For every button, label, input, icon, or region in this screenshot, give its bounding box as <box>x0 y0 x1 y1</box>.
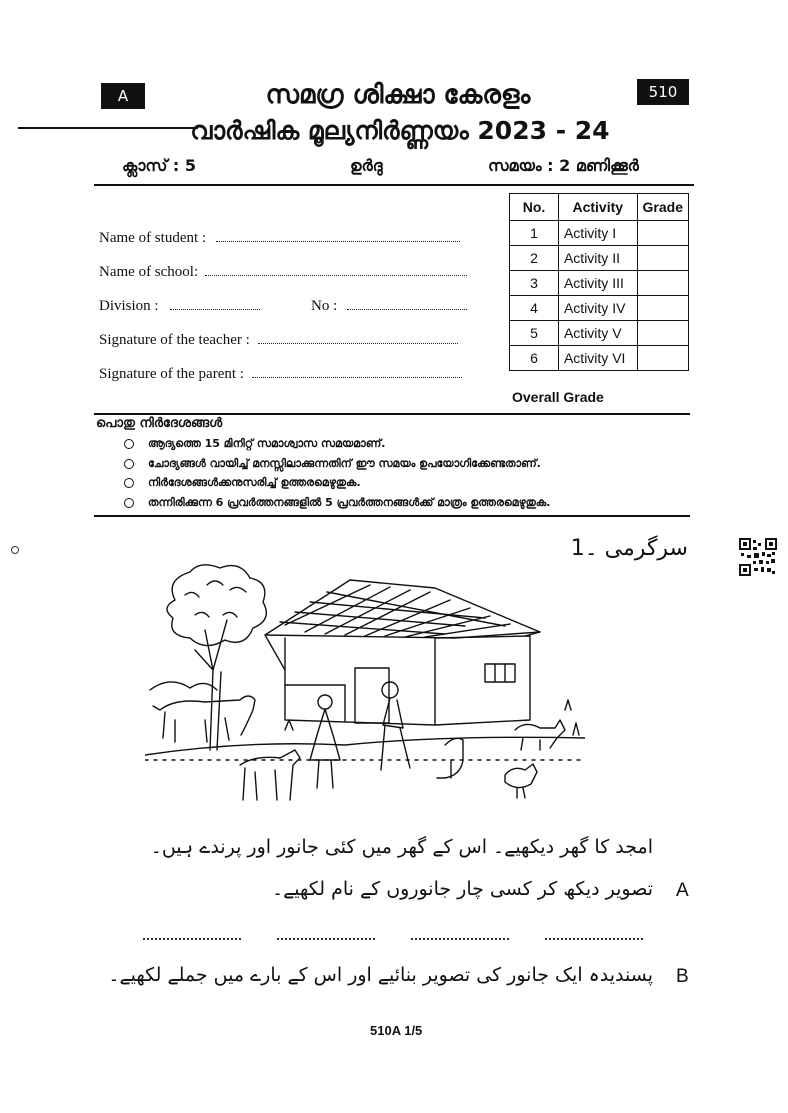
answer-line-3 <box>411 936 509 940</box>
row-activity: Activity IV <box>558 296 637 321</box>
school-name-blank <box>205 263 467 276</box>
table-row <box>510 321 689 346</box>
row-no: 3 <box>510 271 559 296</box>
row-activity: Activity VI <box>558 346 637 371</box>
roll-no-label: No : <box>311 298 338 314</box>
division-field <box>99 297 260 315</box>
table-row <box>510 346 689 371</box>
house-with-animals-illustration <box>145 560 585 810</box>
class-label: ക്ലാസ് : 5 <box>122 156 196 175</box>
subject-label: ഉർദു <box>350 156 383 175</box>
instruction-text: ആദ്യത്തെ 15 മിനിറ്റ് സമാശ്വാസ സമയമാണ്. <box>148 437 386 450</box>
activity-heading: سرگرمی ۔1 <box>570 536 688 561</box>
table-row <box>510 271 689 296</box>
exam-subtitle: വാർഷിക മൂല്യനിർണ്ണയം 2023 - 24 <box>190 116 610 145</box>
row-no: 4 <box>510 296 559 321</box>
paper-set-badge: A <box>101 83 145 109</box>
header-divider <box>94 184 694 186</box>
question-a-text: تصویر دیکھ کر کسی چار جانوروں کے نام لکھیے۔ <box>272 878 653 900</box>
instruction-text: ചോദ്യങ്ങൾ വായിച്ച് മനസ്സിലാക്കുന്നതിന് ഈ സമയം ഉപയോഗിക്കേണ്ടതാണ്. <box>148 457 541 470</box>
bullet-icon <box>124 439 134 449</box>
margin-dot-icon <box>11 546 19 554</box>
instructions-top-divider <box>94 413 690 415</box>
instruction-text: തന്നിരിക്കുന്ന 6 പ്രവർത്തനങ്ങളിൽ 5 പ്രവർത്തനങ്ങൾക്ക് മാത്രം ഉത്തരമെഴുതുക. <box>148 496 551 509</box>
bullet-icon <box>124 459 134 469</box>
title-underline <box>18 127 198 129</box>
grade-header-activity: Activity <box>558 194 637 221</box>
row-grade-cell <box>637 296 688 321</box>
parent-signature-label: Signature of the parent : <box>99 366 244 382</box>
grade-table-header <box>510 194 689 221</box>
student-name-field <box>99 229 460 247</box>
time-label: സമയം : 2 മണിക്കൂർ <box>488 156 639 175</box>
row-grade-cell <box>637 346 688 371</box>
instruction-item <box>124 476 361 490</box>
row-activity: Activity II <box>558 246 637 271</box>
instructions-bottom-divider <box>94 515 690 517</box>
row-grade-cell <box>637 246 688 271</box>
grade-table <box>509 193 689 371</box>
parent-signature-field <box>99 365 462 383</box>
division-blank <box>170 297 260 310</box>
grade-header-grade: Grade <box>637 194 688 221</box>
question-a-label: A <box>676 880 689 901</box>
school-name-field <box>99 263 467 281</box>
roll-no-blank <box>347 297 467 310</box>
division-label: Division : <box>99 298 159 314</box>
student-name-blank <box>216 229 460 242</box>
row-no: 6 <box>510 346 559 371</box>
instructions-heading: പൊതു നിർദേശങ്ങൾ <box>96 416 223 431</box>
answer-line-4 <box>545 936 643 940</box>
row-no: 5 <box>510 321 559 346</box>
question-b-label: B <box>676 966 689 987</box>
student-name-label: Name of student : <box>99 230 207 246</box>
teacher-signature-label: Signature of the teacher : <box>99 332 250 348</box>
row-grade-cell <box>637 221 688 246</box>
row-activity: Activity I <box>558 221 637 246</box>
instruction-item <box>124 457 541 471</box>
grade-header-no: No. <box>510 194 559 221</box>
table-row <box>510 246 689 271</box>
bullet-icon <box>124 478 134 488</box>
page-title: സമഗ്ര ശിക്ഷാ കേരളം <box>265 80 531 110</box>
qr-code-icon <box>739 538 777 576</box>
bullet-icon <box>124 498 134 508</box>
instruction-text: നിർദേശങ്ങൾക്കനുസരിച്ച് ഉത്തരമെഴുതുക. <box>148 476 361 489</box>
overall-grade-label: Overall Grade <box>512 389 604 405</box>
row-activity: Activity III <box>558 271 637 296</box>
row-no: 2 <box>510 246 559 271</box>
question-b-text: پسندیدہ ایک جانور کی تصویر بنائیے اور اس کے بارے میں جملے لکھیے۔ <box>108 964 653 986</box>
row-no: 1 <box>510 221 559 246</box>
page-number: 510A 1/5 <box>370 1023 423 1038</box>
table-row <box>510 296 689 321</box>
answer-line-2 <box>277 936 375 940</box>
row-grade-cell <box>637 321 688 346</box>
instruction-item <box>124 437 385 451</box>
parent-signature-blank <box>252 365 462 378</box>
school-name-label: Name of school: <box>99 264 199 280</box>
activity-intro: امجد کا گھر دیکھیے۔ اس کے گھر میں کئی جانور اور پرندے ہیں۔ <box>150 836 653 858</box>
roll-no-field <box>311 297 467 315</box>
teacher-signature-blank <box>258 331 458 344</box>
answer-line-1 <box>143 936 241 940</box>
row-activity: Activity V <box>558 321 637 346</box>
instruction-item <box>124 496 550 510</box>
table-row <box>510 221 689 246</box>
teacher-signature-field <box>99 331 458 349</box>
paper-code-badge: 510 <box>637 79 689 105</box>
row-grade-cell <box>637 271 688 296</box>
